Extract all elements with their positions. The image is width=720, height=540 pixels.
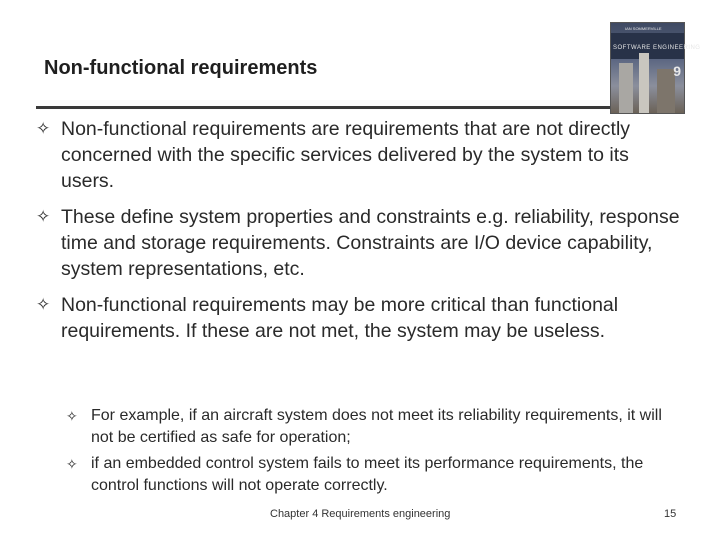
slide-title: Non-functional requirements — [44, 57, 318, 79]
cover-building — [619, 63, 633, 113]
cover-building — [639, 53, 649, 113]
bullet-item — [36, 292, 686, 344]
bullet-marker-icon: ✧ — [36, 295, 51, 314]
bullet-marker-icon: ✧ — [36, 119, 51, 138]
slide-footer: Chapter 4 Requirements engineering — [270, 508, 451, 520]
bullet-text: Non-functional requirements are requirements that are not directly concerned with the specific services delivered by the system to its users. — [61, 118, 631, 192]
cover-author: IAN SOMMERVILLE — [625, 26, 662, 31]
sub-bullet-text: For example, if an aircraft system does not meet its reliability requirements, it will not be certified as safe for operation; — [91, 407, 662, 446]
sub-bullet-text: if an embedded control system fails to meet its performance requirements, the control functions will not operate correctly. — [91, 455, 644, 494]
sub-bullet-item — [66, 405, 676, 449]
bullet-item — [36, 116, 686, 194]
cover-title: SOFTWARE ENGINEERING — [613, 45, 701, 51]
book-cover-image — [610, 22, 701, 114]
bullet-list — [36, 116, 686, 354]
bullet-marker-icon: ✧ — [36, 207, 51, 226]
bullet-text: Non-functional requirements may be more critical than functional requirements. If these are not met, the system may be useless. — [61, 294, 619, 342]
cover-edition: 9 — [673, 63, 681, 79]
page-number: 15 — [664, 508, 677, 520]
sub-bullet-list — [66, 405, 676, 501]
bullet-text: These define system properties and constraints e.g. reliability, response time and storage requirements. Constraints are I/O device capability, system representations, etc. — [61, 206, 680, 280]
bullet-marker-icon: ✧ — [66, 456, 78, 472]
sub-bullet-item — [66, 453, 676, 497]
bullet-marker-icon: ✧ — [66, 408, 78, 424]
bullet-item — [36, 204, 686, 282]
title-divider — [36, 106, 610, 109]
